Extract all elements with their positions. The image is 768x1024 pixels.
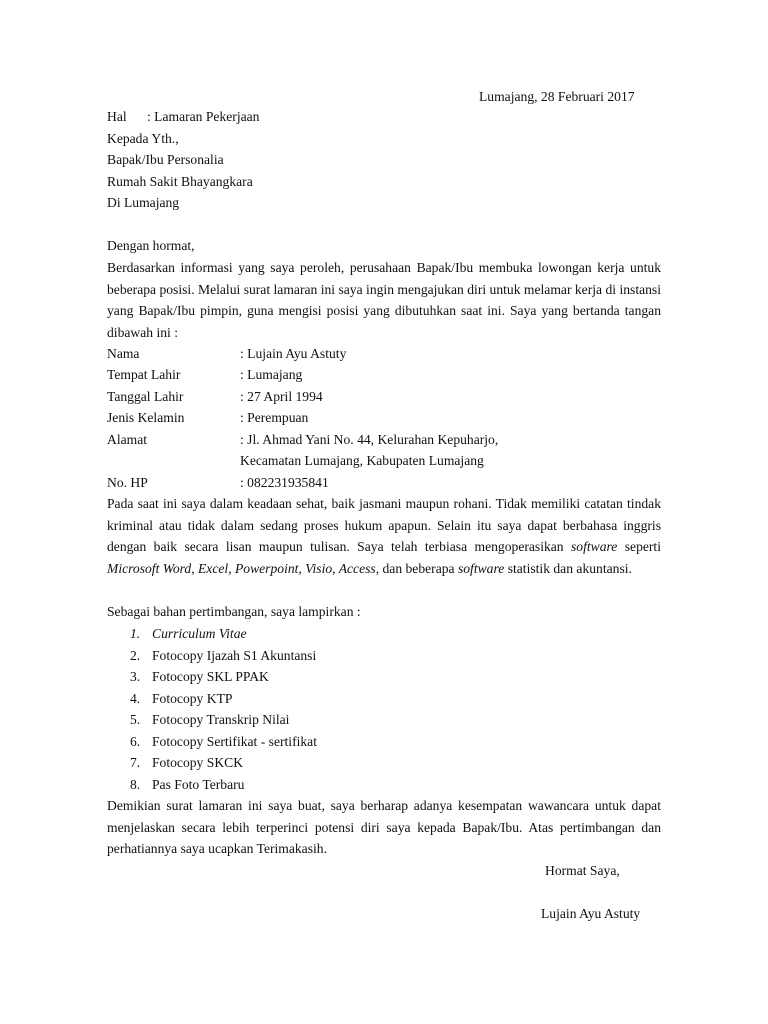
field-tempat-lahir (107, 364, 302, 386)
software-term-2: software (457, 560, 505, 576)
apps-list: Microsoft Word, Excel, Powerpoint, Visio, Access (107, 560, 376, 576)
body-text-4: statistik dan akuntansi. (504, 560, 632, 576)
field-value: : Lujain Ayu Astuty (240, 346, 347, 361)
salutation: Dengan hormat, (107, 238, 195, 253)
intro-paragraph: Berdasarkan informasi yang saya peroleh, perusahaan Bapak/Ibu membuka lowongan kerja untuk beberapa posisi. Melalui surat lamaran ini saya ingin mengajukan diri untuk melamar kerja di instansi yang Bapak/Ibu pimpin, guna mengisi posisi yang dibutuhkan saat ini. Saya yang bertanda tangan dibawah ini : (107, 260, 661, 340)
attachments-intro: Sebagai bahan pertimbangan, saya lampirkan : (107, 604, 361, 619)
subject-text: : Lamaran Pekerjaan (147, 109, 260, 124)
list-text: Curriculum Vitae (152, 626, 247, 641)
field-value: : Perempuan (240, 410, 309, 425)
field-label: Tanggal Lahir (107, 389, 184, 404)
closing-paragraph: Demikian surat lamaran ini saya buat, saya berharap adanya kesempatan wawancara untuk dapat menjelaskan secara lebih terperinci potensi diri saya kepada Bapak/Ibu. Atas pertimbangan dan perhatiannya saya ucapkan Terimakasih. (107, 798, 661, 857)
list-number: 4. (130, 691, 141, 706)
list-number: 2. (130, 648, 141, 663)
software-term-1: software (571, 539, 618, 555)
field-tanggal-lahir (107, 386, 323, 408)
field-alamat (107, 429, 498, 451)
field-label: No. HP (107, 475, 148, 490)
list-item (130, 645, 316, 667)
list-item (130, 666, 269, 688)
recipient-line-3: Rumah Sakit Bhayangkara (107, 174, 253, 189)
list-number: 7. (130, 755, 141, 770)
body-text-3: , dan beberapa (375, 560, 458, 576)
list-item (130, 774, 244, 796)
letter-date: Lumajang, 28 Februari 2017 (479, 89, 635, 104)
list-number: 3. (130, 669, 141, 684)
list-item (130, 731, 317, 753)
recipient-line-1: Kepada Yth., (107, 131, 179, 146)
field-label: Tempat Lahir (107, 367, 181, 382)
list-text: Fotocopy Ijazah S1 Akuntansi (152, 648, 317, 663)
field-alamat-line-2: Kecamatan Lumajang, Kabupaten Lumajang (240, 453, 484, 468)
field-label: Alamat (107, 432, 148, 447)
field-label: Nama (107, 346, 140, 361)
subject-label: Hal (107, 109, 127, 124)
list-text: Fotocopy Transkrip Nilai (152, 712, 290, 727)
list-item (130, 688, 232, 710)
field-value: : Lumajang (240, 367, 303, 382)
list-text: Fotocopy KTP (152, 691, 233, 706)
field-value: : 082231935841 (240, 475, 329, 490)
list-number: 6. (130, 734, 141, 749)
list-text: Fotocopy SKCK (152, 755, 244, 770)
list-item (130, 709, 289, 731)
list-item (130, 623, 247, 645)
body-text-2: seperti (617, 539, 661, 555)
signoff: Hormat Saya, (545, 863, 620, 878)
list-text: Pas Foto Terbaru (152, 777, 245, 792)
list-text: Fotocopy Sertifikat - sertifikat (152, 734, 317, 749)
list-number: 8. (130, 777, 141, 792)
body-paragraph (107, 493, 661, 579)
list-number: 1. (130, 626, 141, 641)
list-item (130, 752, 243, 774)
subject-line (107, 106, 259, 128)
body-text-1: Pada saat ini saya dalam keadaan sehat, baik jasmani maupun rohani. Tidak memiliki catatan tindak kriminal atau tidak dalam sedang proses hukum apapun. Selain itu saya dapat berbahasa inggris dengan baik secara lisan maupun tulisan. Saya telah terbiasa mengoperasikan (107, 496, 661, 555)
field-jenis-kelamin (107, 407, 308, 429)
field-nama (107, 343, 346, 365)
field-label: Jenis Kelamin (107, 410, 185, 425)
field-value: : 27 April 1994 (240, 389, 323, 404)
recipient-line-2: Bapak/Ibu Personalia (107, 152, 224, 167)
signer-name: Lujain Ayu Astuty (541, 906, 641, 921)
field-no-hp (107, 472, 329, 494)
recipient-line-4: Di Lumajang (107, 195, 180, 210)
list-text: Fotocopy SKL PPAK (152, 669, 269, 684)
list-number: 5. (130, 712, 141, 727)
field-value: : Jl. Ahmad Yani No. 44, Kelurahan Kepuharjo, (240, 432, 499, 447)
